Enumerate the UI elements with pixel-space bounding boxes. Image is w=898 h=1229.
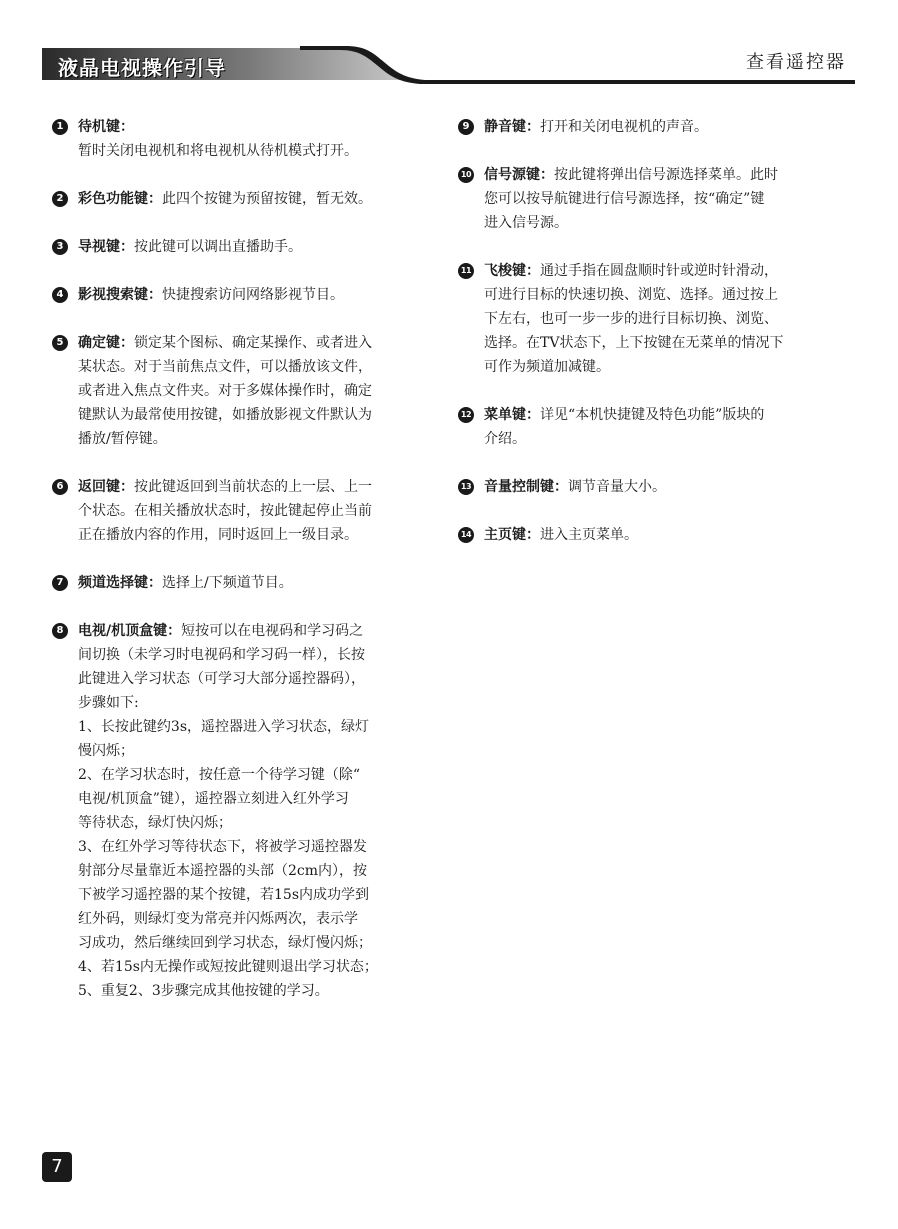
item-title: 返回键： xyxy=(78,479,134,495)
item-title: 频道选择键： xyxy=(78,575,162,591)
item-title: 信号源键： xyxy=(484,167,554,183)
item-description: 短按可以在电视码和学习码之 间切换（未学习时电视码和学习码一样），长按 此键进入学习状态（可学习大部分遥控器码）， 步骤如下: xyxy=(78,623,365,711)
item-channel-select-key xyxy=(52,571,448,595)
number-badge: 8 xyxy=(52,623,68,639)
number-badge: 1 xyxy=(52,119,68,135)
item-color-function-key xyxy=(52,187,448,211)
item-description: 选择上/下频道节目。 xyxy=(162,575,293,591)
item-description: 调节音量大小。 xyxy=(568,479,666,495)
item-ok-key xyxy=(52,331,448,451)
item-title: 彩色功能键： xyxy=(78,191,162,207)
item-title: 主页键： xyxy=(484,527,540,543)
number-badge: 14 xyxy=(458,527,474,543)
number-badge: 11 xyxy=(458,263,474,279)
page-number: 7 xyxy=(42,1152,72,1182)
number-badge: 12 xyxy=(458,407,474,423)
item-description: 此四个按键为预留按键，暂无效。 xyxy=(162,191,372,207)
number-badge: 3 xyxy=(52,239,68,255)
learning-step: 1、长按此键约3s，遥控器进入学习状态，绿灯 慢闪烁； xyxy=(78,719,369,759)
item-source-key xyxy=(458,163,850,235)
item-home-key xyxy=(458,523,850,547)
right-column xyxy=(458,115,850,547)
number-badge: 7 xyxy=(52,575,68,591)
item-title: 确定键： xyxy=(78,335,134,351)
item-menu-key xyxy=(458,403,850,451)
item-description: 进入主页菜单。 xyxy=(540,527,638,543)
left-column xyxy=(52,115,448,1003)
learning-step: 4、若15s内无操作或短按此键则退出学习状态； xyxy=(78,959,378,975)
item-description: 按此键将弹出信号源选择菜单。此时 您可以按导航键进行信号源选择，按“确定”键 进入信号源。 xyxy=(484,167,778,231)
learning-step: 3、在红外学习等待状态下，将被学习遥控器发 射部分尽量靠近本遥控器的头部（2cm内），按 下被学习遥控器的某个按键，若15s内成功学到 红外码，则绿灯变为常亮并闪烁两次，表示学 习成功，然后继续回到学习状态，绿灯慢闪烁； xyxy=(78,839,372,951)
item-title: 菜单键： xyxy=(484,407,540,423)
item-description: 暂时关闭电视机和将电视机从待机模式打开。 xyxy=(78,143,358,159)
item-video-search-key xyxy=(52,283,448,307)
item-description: 打开和关闭电视机的声音。 xyxy=(540,119,708,135)
number-badge: 9 xyxy=(458,119,474,135)
item-title: 音量控制键： xyxy=(484,479,568,495)
number-badge: 13 xyxy=(458,479,474,495)
item-description: 通过手指在圆盘顺时针或逆时针滑动， 可进行目标的快速切换、浏览、选择。通过按上 下左右，也可一步一步的进行目标切换、浏览、 选择。在TV状态下，上下按键在无菜单的情况下 可作为频道加减键。 xyxy=(484,263,784,375)
item-mute-key xyxy=(458,115,850,139)
item-title: 静音键： xyxy=(484,119,540,135)
number-badge: 2 xyxy=(52,191,68,207)
item-title: 飞梭键： xyxy=(484,263,540,279)
item-title: 待机键： xyxy=(78,119,134,135)
item-title: 影视搜索键： xyxy=(78,287,162,303)
item-description: 按此键返回到当前状态的上一层、上一 个状态。在相关播放状态时，按此键起停止当前 正在播放内容的作用，同时返回上一级目录。 xyxy=(78,479,372,543)
header-title: 液晶电视操作引导 xyxy=(58,56,226,80)
number-badge: 6 xyxy=(52,479,68,495)
item-description: 快捷搜索访问网络影视节目。 xyxy=(162,287,344,303)
item-back-key xyxy=(52,475,448,547)
item-guide-key xyxy=(52,235,448,259)
item-volume-key xyxy=(458,475,850,499)
item-description: 锁定某个图标、确定某操作、或者进入 某状态。对于当前焦点文件，可以播放该文件， 或者进入焦点文件夹。对于多媒体操作时，确定 键默认为最常使用按键，如播放影视文件默认为 播放/暂停键。 xyxy=(78,335,372,447)
header-section-title: 查看遥控器 xyxy=(746,52,846,73)
number-badge: 4 xyxy=(52,287,68,303)
number-badge: 10 xyxy=(458,167,474,183)
learning-step: 5、重复2、3步骤完成其他按键的学习。 xyxy=(78,983,329,999)
item-title: 电视/机顶盒键： xyxy=(78,623,182,639)
page-header xyxy=(0,0,898,100)
item-jog-wheel-key xyxy=(458,259,850,379)
item-description: 详见“本机快捷键及特色功能”版块的 介绍。 xyxy=(484,407,765,447)
item-tv-stb-key xyxy=(52,619,448,1003)
item-title: 导视键： xyxy=(78,239,134,255)
number-badge: 5 xyxy=(52,335,68,351)
item-standby-key xyxy=(52,115,448,163)
learning-step: 2、在学习状态时，按任意一个待学习键（除“ 电视/机顶盒”键），遥控器立刻进入红外学习 等待状态，绿灯快闪烁； xyxy=(78,767,361,831)
item-description: 按此键可以调出直播助手。 xyxy=(134,239,302,255)
